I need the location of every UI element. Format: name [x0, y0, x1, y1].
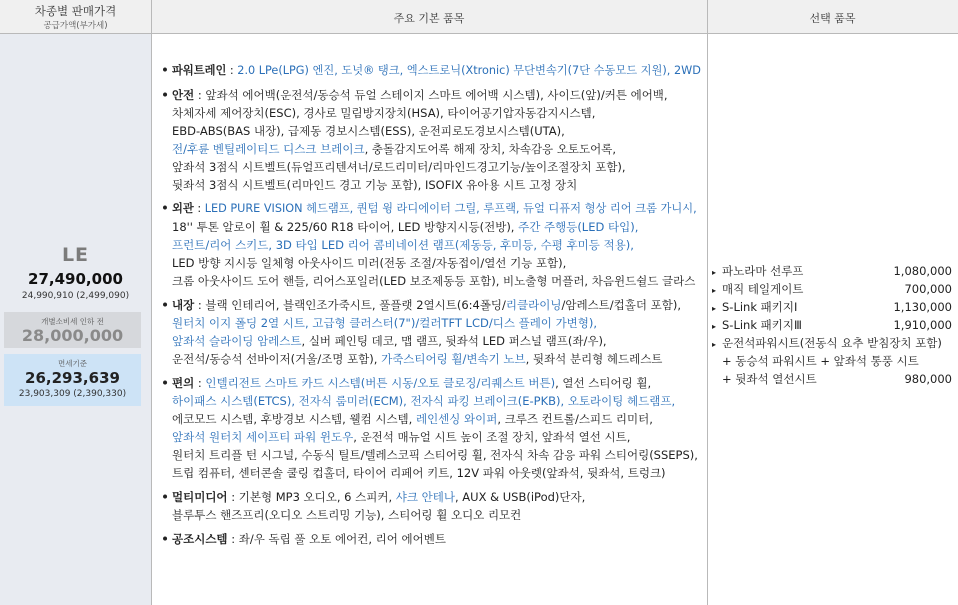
bullet-icon: •	[161, 490, 169, 504]
feature-line	[158, 314, 703, 332]
triangle-bullet-icon: ▸	[712, 340, 717, 349]
feature-text: 전/후륜 벤틸레이티드 디스크 브레이크	[172, 142, 365, 156]
feature-section	[158, 530, 703, 548]
column-divider	[707, 0, 708, 605]
feature-section	[158, 488, 703, 524]
feature-text: 원터치 이지 폴딩 2열 시트, 고급형 클러스터(7")/컬러TFT LCD/디스 플레이 가변형),	[172, 316, 598, 330]
feature-line	[158, 122, 703, 140]
feature-text: 블루투스 핸즈프리(오디오 스트리밍 기능), 스티어링 휠 오디오 리모컨	[172, 508, 522, 522]
feature-text: 뒷좌석 3점식 시트벨트(리마인드 경고 기능 포함), ISOFIX 유아용 시트 고정 장치	[172, 178, 578, 192]
options-list	[712, 262, 956, 388]
feature-line	[158, 200, 703, 218]
bullet-icon: •	[161, 298, 169, 312]
feature-line	[158, 158, 703, 176]
feature-line	[158, 176, 703, 194]
option-name: 파노라마 선루프	[722, 264, 804, 278]
feature-line	[158, 392, 703, 410]
feature-text: 인텔리전트 스마트 카드 시스템(버튼 시동/오토 클로징/리퀘스트 버튼)	[205, 376, 556, 390]
feature-section	[158, 296, 703, 368]
feature-text: EBD-ABS(BAS 내장), 급제동 경보시스템(ESS), 운전피로도경보시스템(UTA),	[172, 124, 565, 138]
pre-tax-cut-label: 개별소비세 인하 전	[41, 317, 104, 326]
option-price: 1,080,000	[893, 264, 952, 278]
feature-text: 앞좌석 원터치 세이프티 파워 윈도우	[172, 430, 354, 444]
feature-text: , 실버 페인팅 데코, 맵 램프, 뒷좌석 LED 퍼스널 램프(좌/우),	[301, 334, 607, 348]
option-row	[712, 334, 956, 352]
option-name: S-Link 패키지Ⅰ	[722, 300, 798, 314]
feature-text: , 열선 스티어링 휠,	[555, 376, 652, 390]
option-name-wrap	[712, 352, 919, 370]
feature-line	[158, 254, 703, 272]
feature-line	[158, 218, 703, 236]
feature-text: :	[226, 64, 238, 77]
feature-text: , 뒷좌석 분리형 헤드레스트	[525, 352, 663, 366]
feature-category: 안전	[172, 88, 195, 102]
triangle-bullet-icon: ▸	[712, 286, 717, 295]
option-name-wrap	[712, 316, 802, 336]
price-header-subtitle: 공급가액(부가세)	[43, 21, 108, 31]
trim-name: LE	[61, 244, 90, 266]
feature-text: /암레스트/컵홀더 포함),	[561, 298, 681, 312]
option-price: 1,130,000	[893, 300, 952, 314]
bullet-icon: •	[161, 532, 169, 546]
feature-text: 운전석/동승석 선바이저(거울/조명 포함),	[172, 352, 382, 366]
feature-text: :	[194, 376, 206, 390]
option-name-wrap	[712, 370, 817, 388]
column-divider	[151, 0, 152, 605]
feature-line	[158, 530, 703, 548]
feature-line	[158, 86, 703, 104]
feature-text: 샤크 안테나	[395, 490, 455, 504]
feature-line	[158, 332, 703, 350]
basic-features-list	[158, 62, 703, 554]
feature-line	[158, 506, 703, 524]
feature-line	[158, 140, 703, 158]
tax-exempt-price-box	[4, 354, 141, 406]
option-name: S-Link 패키지Ⅲ	[722, 318, 802, 332]
tax-exempt-label: 면세기준	[58, 359, 87, 368]
trim-price-detail: 24,990,910 (2,499,090)	[21, 291, 130, 301]
feature-line	[158, 236, 703, 254]
option-row	[712, 316, 956, 334]
feature-line	[158, 464, 703, 482]
feature-text: LED PURE VISION 헤드램프, 퀀텀 윙 라디에이터 그릴, 루프랙, 듀얼 디퓨저 형상 리어 크롬 가니시,	[204, 202, 697, 215]
pre-tax-cut-price-box	[4, 312, 141, 348]
feature-line	[158, 296, 703, 314]
price-header-title: 차종별 판매가격	[34, 4, 117, 18]
feature-text: : 블랙 인테리어, 블랙인조가죽시트, 풀플랫 2열시트(6:4폴딩/	[194, 298, 506, 312]
option-row	[712, 298, 956, 316]
option-name: 운전석파워시트(전동식 요추 받침장치 포함)	[722, 336, 942, 350]
feature-text: 하이패스 시스템(ETCS), 전자식 룸미러(ECM), 전자식 파킹 브레이크(E-PKB), 오토라이팅 헤드램프,	[172, 394, 676, 408]
option-name-wrap	[712, 298, 797, 318]
option-header-title: 선택 품목	[809, 12, 856, 25]
feature-text: : 기본형 MP3 오디오, 6 스피커,	[227, 490, 396, 504]
feature-text: 앞좌석 3점식 시트벨트(듀얼프리텐셔너/로드리미터/리마인드경고기능/높이조절장치 포함),	[172, 160, 626, 174]
feature-line	[158, 428, 703, 446]
option-row	[712, 280, 956, 298]
feature-line	[158, 446, 703, 464]
feature-text: , 운전석 매뉴얼 시트 높이 조절 장치, 앞좌석 열선 시트,	[353, 430, 631, 444]
feature-category: 멀티미디어	[172, 490, 228, 504]
feature-category: 파워트레인	[172, 64, 227, 77]
feature-text: :	[193, 202, 205, 215]
option-name-wrap	[712, 262, 803, 282]
feature-section	[158, 374, 703, 482]
bullet-icon: •	[161, 64, 169, 77]
feature-text: 주간 주행등(LED 타입),	[518, 220, 639, 234]
feature-line	[158, 488, 703, 506]
feature-text: 레인센싱 와이퍼	[415, 412, 498, 426]
feature-section	[158, 200, 703, 290]
triangle-bullet-icon: ▸	[712, 322, 717, 331]
feature-text: 가죽스티어링 휠/변속기 노브	[381, 352, 526, 366]
triangle-bullet-icon: ▸	[712, 268, 717, 277]
triangle-bullet-icon: ▸	[712, 304, 717, 313]
option-price: 700,000	[904, 282, 952, 296]
feature-category: 공조시스템	[172, 532, 228, 546]
bullet-icon: •	[161, 88, 169, 102]
feature-category: 외관	[172, 202, 194, 215]
feature-category: 편의	[172, 376, 195, 390]
option-price: 1,910,000	[893, 318, 952, 332]
bullet-icon: •	[161, 202, 169, 215]
feature-text: 리클라이닝	[505, 298, 562, 312]
feature-line	[158, 272, 703, 290]
feature-text: 2.0 LPe(LPG) 엔진, 도넛® 탱크, 엑스트로닉(Xtronic) 무단변속기(7단 수동모드 지원), 2WD	[237, 64, 701, 77]
price-column-header	[0, 0, 151, 34]
feature-text: , AUX & USB(iPod)단자,	[455, 490, 586, 504]
pre-tax-cut-value: 28,000,000	[21, 326, 124, 345]
basic-header-title: 주요 기본 품목	[393, 12, 465, 25]
feature-text: , 충돌감지도어록 해제 장치, 차속감응 오토도어록,	[364, 142, 617, 156]
option-row	[712, 352, 956, 370]
option-name: + 뒷좌석 열선시트	[722, 372, 817, 386]
bullet-icon: •	[161, 376, 169, 390]
feature-text: 크롬 아웃사이드 도어 핸들, 리어스포일러(LED 보조제동등 포함), 비노출형 머플러, 차음윈드쉴드 글라스	[172, 274, 696, 288]
feature-text: 앞좌석 슬라이딩 암레스트	[172, 334, 302, 348]
feature-section	[158, 86, 703, 194]
feature-text: 트립 컴퓨터, 센터콘솔 쿨링 컵홀더, 타이어 리페어 키트, 12V 파워 아웃렛(앞좌석, 뒷좌석, 트렁크)	[172, 466, 666, 480]
tax-exempt-detail: 23,903,309 (2,390,330)	[18, 389, 127, 399]
feature-line	[158, 104, 703, 122]
feature-text: , 크루즈 컨트롤/스피드 리미터,	[497, 412, 653, 426]
feature-text: 차체자세 제어장치(ESC), 경사로 밀림방지장치(HSA), 타이어공기압자동감지시스템,	[172, 106, 596, 120]
feature-text: : 좌/우 독립 풀 오토 에어컨, 리어 에어벤트	[227, 532, 446, 546]
tax-exempt-value: 26,293,639	[25, 369, 120, 387]
feature-text: : 앞좌석 에어백(운전석/동승석 듀얼 스테이지 스마트 에어백 시스템), 사이드(앞)/커튼 에어백,	[194, 88, 668, 102]
feature-category: 내장	[172, 298, 195, 312]
option-column-header	[707, 0, 958, 34]
option-price: 980,000	[904, 372, 952, 386]
feature-text: LED 방향 지시등 일체형 아웃사이드 미러(전동 조절/자동접이/열선 기능 포함),	[172, 256, 567, 270]
feature-line	[158, 374, 703, 392]
option-name-wrap	[712, 334, 942, 354]
feature-text: 에코모드 시스템, 후방경보 시스템, 웰컴 시스템,	[172, 412, 416, 426]
price-column	[0, 34, 151, 605]
option-row	[712, 370, 956, 388]
feature-line	[158, 410, 703, 428]
trim-price: 27,490,000	[28, 270, 123, 288]
option-name-wrap	[712, 280, 803, 300]
basic-column-header	[151, 0, 707, 34]
feature-line	[158, 62, 703, 80]
option-row	[712, 262, 956, 280]
feature-line	[158, 350, 703, 368]
option-name: + 동승석 파워시트 + 앞좌석 통풍 시트	[722, 354, 919, 368]
feature-text: 프런트/리어 스키드, 3D 타입 LED 리어 콤비네이션 램프(제동등, 후미등, 수평 후미등 적용),	[172, 238, 634, 252]
feature-section	[158, 62, 703, 80]
feature-text: 18'' 투톤 알로이 휠 & 225/60 R18 타이어, LED 방향지시등(전방),	[172, 220, 519, 234]
option-name: 매직 테일게이트	[722, 282, 804, 296]
feature-text: 원터치 트리플 턴 시그널, 수동식 틸트/텔레스코픽 스티어링 휠, 전자식 차속 감응 파워 스티어링(SSEPS),	[172, 448, 698, 462]
